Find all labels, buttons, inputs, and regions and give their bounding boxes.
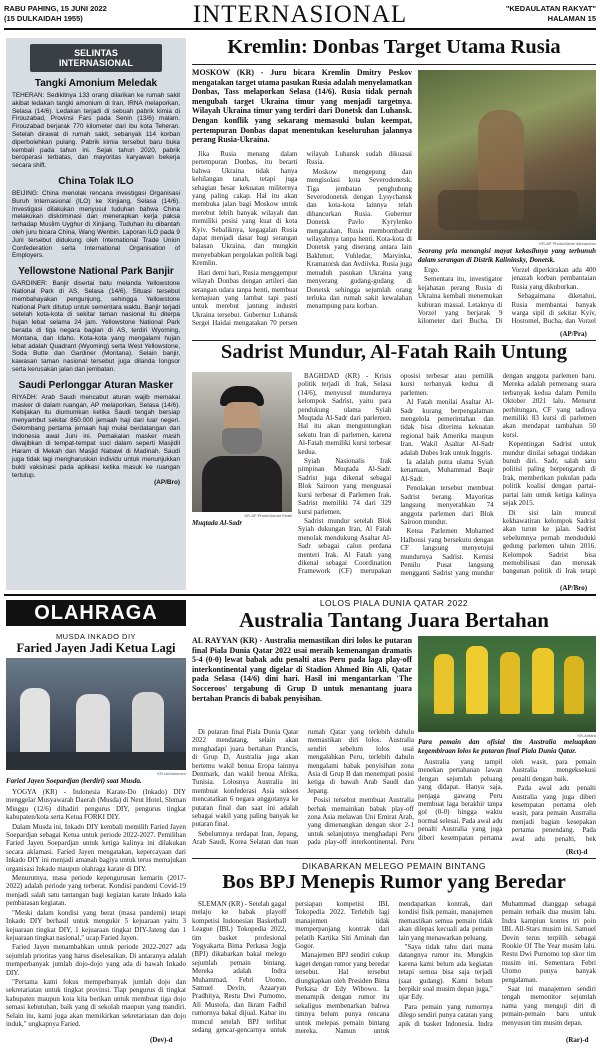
- sadrist-para-2: Syiah Nasionalis Irak pimpinan Muqtada Al-Sadr. Sadrist juga dikenal sebagai Blok Sairoon yang menguasai kursi terbesar di Parlemen Irak. Sadrist memiliki 74 dari 329 kursi parlemen.: [298, 457, 392, 516]
- sadrist-para-8: Kepentingan Sadrist untuk mundur dinilai sebagai tindakan bunuh diri. Sadr, salah satu politisi paling berpengaruh di Irak, memberikan pukulan pada politik koalisi dengan partai-partai lain untuk ketiga kalinya sejak 2015.: [502, 440, 596, 508]
- musda-para-4: "Meski dalam kondisi yang berat (masa pandemi) tetapi Inkado DIY berhasil untuk mengukir 5 kejuaraan yaitu 3 kejuaraan tingkat DIY, 1 kejuaraan tingkat DIY-Jateng dan 1 kejuaraan tingkat nasional," ucap Faried Jayen.: [6, 908, 186, 942]
- sadrist-para-5: Ia adalah putra ulama Syiah kenamaan, Muhammad Baqir Al-Sadr.: [400, 458, 494, 483]
- musda-sign: (Dev)-d: [150, 1036, 173, 1044]
- sadrist-para-6: Penolakan tersebut membuat Sadrist berang. Mayoritas langsung menyerahkan 74 anggota parlemen dari Blok Sairoon mundur.: [400, 484, 494, 526]
- musda-para-2: Dalam Musda ini, Inkado DIY kembali memilih Faried Jayen Soepardjan sebagai Ketua untuk periode 2022-2027. Pemilihan Faried Jayen Soepardjan untuk ketiga kalinya ini dilakukan secara aklamasi. Faried Jayen mengatakan, kepercayaan dari Inkado DIY ini menjadi amanah bagiya untuk terus memajukan organisasi Inkado maupun olahraga karate di DIY.: [6, 822, 186, 873]
- header-date: RABU PAHING, 15 JUNI 2022: [4, 4, 107, 13]
- bpj-body: [192, 900, 596, 1036]
- piala-photo: [418, 636, 596, 732]
- selintas-sign: (AP/Bro): [154, 479, 180, 487]
- sadrist-para-9: Di sisi lain muncul kekhawatiran kelompok Sadrist akan turun ke jalan. Sadrist sebelumnya pernah menduduki gedung parlemen tahun 2016. Kelompok Sadrist bisa memobilisasi dan merusak bangunan politik di Irak tetapi: [502, 508, 596, 576]
- kremlin-body: [192, 150, 412, 328]
- bpj-para-3: "Saya tidak tahu dari mana datangnya rumor itu. Mungkin karena kami belum ada kegiatan tetapi semua bisa saja terjadi (saat gudang). Kami belum berpikir soal musim depan juga," ujar Edy.: [398, 943, 493, 1002]
- piala-para-2: Sebelumnya terdapat Iran, Jepang, Arab Saudi, Korea Selatan dan tuan rumah Qatar yang terlebih dahulu memastikan diri lolos. Australia sendiri sebelum lolos usai mengalahkan Peru, terlebih dahulu mengalami babak penyisihan zona Asia di Grup B dan menempati posisi ketiga di bawah Arab Saudi dan Jepang.: [192, 728, 414, 847]
- kremlin-para-2: Hari demi hari, Rusia menggempur wilayah Donbas dengan artileri dan serangan udara tanpa henti, membuat kemajuan yang lambat tapi pasti untuk merebut jantung industri Ukraina tersebut. Gubernur Luhansk Sergei Haidai mengatakan 70 persen wilayah Luhansk sudah dikuasai Rusia.: [192, 150, 412, 328]
- bpj-para-5: Saat ini manajemen sendiri tengah memonitor sejumlah nama yang menguji diri di pemain-pemain baru untuk menyusun tim musim depan.: [501, 985, 596, 1027]
- sadrist-para-4: Al Fatah menilai Asaltar Al-Sadr kurang berpengalaman mengelola pemerintahan dan tidak bisa diterima kekuatan regional baik Amerika maupun Iran. Wakil Asaltar Al-Sadr adalah Dubes Irak untuk Inggris.: [400, 398, 494, 457]
- musda-para-5: Faried Jayen menambahkan untuk periode 2022-2027 ada sejumlah prioritas yang harus diselesaikan. Di antaranya adalah memperbanyak jumlah dojo-dojo yang ada di bawah Inkado DIY.: [6, 943, 186, 977]
- musda-credit: KR-Ist/dokumen: [157, 771, 186, 776]
- selintas-badge: SELINTAS INTERNASIONAL: [30, 44, 162, 72]
- musda-kicker: MUSDA INKADO DIY: [55, 632, 137, 641]
- piala-para-1: Di putaran final Piala Dunia Qatar 2022 mendatang, selain akan menghadapi juara bertahan Prancis, di Grup D, Australia juga akan bertemu wakil benua Eropa lainnya Denmark, dan wakil benua Afrika, Tunisia. Lolosnya Australia ini membuat konfederasi Asia sukses mencatatkan 6 negara anggotanya ke putaran final dan saat ini adalah sebagai wakil yang paling banyak ke putaran final.: [192, 728, 299, 829]
- piala-body-right: [418, 758, 596, 850]
- selintas-title-4: Saudi Perlonggar Aturan Masker: [18, 379, 174, 391]
- kremlin-right-1: Ergo.: [424, 266, 440, 274]
- musda-body: [6, 788, 186, 1034]
- kremlin-photo: [418, 70, 596, 240]
- piala-body: [192, 728, 414, 850]
- bpj-kicker: DIKABARKAN MELEGO PEMAIN BINTANG: [302, 861, 486, 871]
- kremlin-sign: (AP/Pra): [560, 330, 587, 338]
- header-hijri: (15 DULKAIDAH 1955): [4, 14, 83, 23]
- piala-kicker: LOLOS PIALA DUNIA QATAR 2022: [319, 598, 469, 608]
- sadrist-body-main: [298, 372, 596, 584]
- selintas-body-3: GARDINER: Banjir disertai batu melanda Yellowstone National Park di AS, Selasa (14/6). Situasi tersebut membahayakan pengunjung, sehingga Yellowstone National Park ditutup untuk sementara waktu. Banjir terjadi setelah kota-kota di sekitar taman nasional itu diterpa hujan lebat selama 24 jam. Yellowstone National Park berada di tiga negara bagian di AS, terdiri Wyoming, Montana, dan Idaho. Kota-kota yang mengalami hujan lebat adalah Quadrant (Wyoming) serta West Yellowstone, Soda Butte dan Gardiner (Montana). Selain banjir, kawasan taman nasional tersebut juga dilanda longsor serta kerusakan jalan dan jembatan.: [12, 280, 180, 373]
- piala-sign: (Rct)-d: [566, 848, 588, 856]
- kremlin-headline: Kremlin: Donbas Target Utama Rusia: [227, 36, 561, 58]
- sadrist-caption: Muqtada Al-Sadr: [192, 519, 243, 527]
- kremlin-credit: KR-AP Photo/Alexei Alexandrov: [539, 241, 596, 246]
- kremlin-right-2: Sementara itu, investigator kejahatan perang Rusia di Ukraina kembali menemukan kuburan massal. Letaknya di Vorzel yang berjarak 9 kilometer dari Bucha. Di Vorzel diperkirakan ada 400 jenazah korban pembantaian Rusia yang dikuburkan.: [418, 266, 596, 326]
- kremlin-right-3: Sebagaimana diketahui, Rusia membantai banyak warga sipil di sekitar Kyiv, Hostomel, Bucha, dan Vorzel: [511, 292, 596, 326]
- section-title: INTERNASIONAL: [192, 1, 408, 28]
- kremlin-para-1: Jika Rusia menang dalam pertempuran Donbas, itu berarti bahwa Ukraina tidak hanya kehilangan tanah, tetapi juga sebagian besar kekuatan militernya yang paling cakap. Hal itu akan membuka jalan bagi Moskow untuk merebut lebih banyak wilayah dan memiliki posisi yang kuat di kota Kyiv. Sebaliknya, kegagalan Rusia dapat menjadi dasar bagi serangan balasan Ukraina, dan mungkin menyebabkan pergolakan politik bagi Kremlin.: [192, 150, 298, 268]
- kremlin-right-body: [418, 266, 596, 330]
- kremlin-lead: MOSKOW (KR) - Juru bicara Kremlin Dmitry Peskov mengatakan target utama pasukan Rusia adalah menyelamatkan Donbas, Tass melaporkan Selasa (14/6). Rusia tidak pernah mengubah target Ukraina timur yang menjadi targetnya. Wilayah Ukraina timur yang terdiri dari Donetsk dan Luhansk. Dengan konflik yang sekarang memasuki bulan keempat, pertempuran Donbas dapat menentukan keseluruhan jalannya perang Rusia-Ukraina.: [192, 68, 412, 145]
- sadrist-sign: (AP/Bro): [560, 584, 588, 592]
- piala-para-6: Pada awal adu penalti Australia yang juga diberi kesempatan pertama oleh wasit, para pemain Australia menjadi bagian kesepakan pertama penendang. Pada awal adu penalti, bek: [511, 784, 596, 843]
- selintas-body-1: TEHERAN: Sedikitnya 133 orang dilarikan ke rumah sakit akibat ledakan tangki amonium di Iran, IRNA melaporkan, Selasa (14/6). Ledakan terjadi di sebuah pabrik kimia di Firouzabad, Provinsi Fars pada Senin (13/6) malam. Firouzabad berjarak 770 kilometer dari ibu kota Teheran. Setelah dirawat di rumah sakit, sebanyak 114 korban diperbolehkan pulang. Pabrik kimia tersebut baru buka kembali pada tahun ini. Sejak tahun 2020, pabrik beroperasi terbatas, dan mayoritas karyawan bekerja secara shift.: [12, 92, 180, 170]
- bpj-para-1: SLEMAN (KR) - Setelah gagal melaju ke babak playoff kompetisi Indonesian Basketball League (IBL) Tokopedia 2022, tim basket profesional Yogyakarta Bima Perkasa Jogja (BPJ) dikabarkan bakal melego sejumlah pemain bintang. Mereka adalah Indra Muhammad, Febri Utomo, Samuel Devin, Azaaryan Pradhitya, Restu Dwi Purnomo, Ali Mustofa, dan Ikram Fadhil rumornya bakal dijual. Kabar itu muncul setelah BPJ terlihat sedang gencar-gencarnya untuk persiapan kompetisi IBL Tokopedia 2022. Terlebih lagi manajemen tidak memperpanjang kontrak dari pelatih Kartika Siti Aminah dan Gogor.: [192, 900, 390, 1035]
- sadrist-para-3: Sadrist mundur setelah Blok Syiah dukungan Iran, Al Fatah menolak mendukung Asaltar Al-Sadr sebagai calon perdana menteri Irak. Al Fatah yang dikenal sebagai Coordination Framework (CF) merupakan oposisi terbesar atau pemilik kursi terbanyak kedua di parlemen.: [298, 372, 494, 576]
- selintas-box: [6, 38, 186, 590]
- piala-para-5: Australia yang tampil menekan pertahanan lawan dengan sejumlah peluang yang didapat. Hanya saja, penjaga gawang Peru membuat laga berakhir tanpa gol (0-0) hingga waktu normal selesai. Pada awal adu penalti Australia yang juga diberi kesempatan pertama oleh wasit, para pemain Australia mengeksekusi penalti dengan baik.: [418, 758, 596, 842]
- musda-para-3: Menurutnya, masa periode kepengurusan kemarin (2017-2022) adalah periode yang terberat. Kondisi pandemi Covid-19 menjadi salah satu tantangan bagi kegiatan karate Inkado kala pembatasan kegiatan.: [6, 874, 186, 908]
- header-page: HALAMAN 15: [547, 14, 596, 23]
- bpj-para-2: Manajemen BPJ sendiri cukup kaget dengan rumor yang beredar tersebut. Hal tersebut diungkapkan oleh Presiden Bima Perkasa dr Edy Wibowo. Ia menampik dengan rumor itu sekaligus membenarkan bahwa timnya belum punya rencana untuk melepas pemain bintang mereka. Namun untuk mendapatkan kontrak, dari kondisi fisik pemain, manajemen memastikan semua pemain tidak akan dilepas kecuali ada pemain lain yang menawarkan peluang.: [295, 900, 493, 1036]
- kremlin-para-3: Moskow mengepung dan mengisolasi kota Severodonetsk. Tiga jembatan penghubung Severodonetsk dengan Lysychansk dan kota-kota lainnya telah dihancurkan Rusia. Gubernur Donetsk Pavlo Kyrylenko mengatakan, Rusia membombardir wilayahnya tanpa henti. Kota-kota di Donetsk yang diserang antara lain Bakhmut, Vuhledar, Maryinka, Kramatorsk dan Avdiivka. Rusia juga menuduh pasukan Ukraina yang menyerang gudang-gudang di Donetsk sehingga sejumlah orang terluka dan rumah sakit kewalahan menampung para korban.: [306, 167, 412, 311]
- musda-para-1: YOGYA (KR) - Indonesia Karate-Do (Inkado) DIY menggelar Musyawarah Daerah (Musda) di Neut Hotel, Sleman Minggu (12/6) dihadiri pengurus DIY, pengurus tingkat kabupaten/kota serta Ketua FORKI DIY.: [6, 788, 186, 822]
- sadrist-headline: Sadrist Mundur, Al-Fatah Raih Untung: [220, 341, 568, 363]
- olahraga-banner: OLAHRAGA: [6, 600, 186, 626]
- sadrist-photo: [192, 372, 292, 512]
- piala-headline: Australia Tantang Juara Bertahan: [239, 608, 549, 632]
- header-paper: "KEDAULATAN RAKYAT": [505, 4, 596, 13]
- musda-photo: [6, 658, 186, 770]
- selintas-title-3: Yellowstone National Park Banjir: [18, 266, 174, 278]
- sadrist-para-1: BAGHDAD (KR) - Krisis politik terjadi di Irak, Selasa (14/6), menyusul mundurnya kelompok Sadrist, yaitu para pendukung ulama Syiah Muqtada Al-Sadr dari parlemen. Hal itu akan menguntungkan sekutu Iran di parlemen, karena Al-Fatah memiliki kursi terbesar kedua.: [298, 372, 392, 456]
- bpj-sign: (Rar)-d: [566, 1036, 589, 1044]
- kremlin-caption: Seorang pria menangisi mayat kekasihnya yang terbunuh dalam serangan di Distrik Kalininsky, Donetsk.: [418, 247, 596, 264]
- piala-lead: AL RAYYAN (KR) - Australia memastikan diri lolos ke putaran final Piala Dunia Qatar 2022 usai meraih kemenangan dramatis 5-4 (0-0) lewat babak adu penalti atas Peru pada laga play-off interkontinental yang digelar di Stadion Ahmed Bin Ali, Qatar pada Selasa (14/6) dini hari. Hasil ini mengantarkan 'The Socceroos' tergabung di Grup D untuk menantang juara bertahan Prancis di babak penyisihan.: [192, 636, 412, 703]
- selintas-body-2: BEIJING: China menolak rencana investigasi Organisasi Buruh Internasional (ILO) ke Xinjiang, Selasa (14/6). Investigasi dilakukan menyusul tuduhan bahwa China melakukan diskriminasi dan menerapkan kerja paksa terhadap Muslim Uyghur di Xinjiang. Tuduhan itu dibantah oleh juru bicara China, Wang Wenbin. Laporan ILO pada 9 Juni tersebut didukung oleh International Trade Union Confederation serta International Organisation of Employers.: [12, 189, 180, 260]
- musda-caption: Faried Jayen Soepardjan (berdiri) saat Musda.: [6, 777, 142, 785]
- bpj-headline: Bos BPJ Menepis Rumor yang Beredar: [222, 871, 566, 893]
- sadrist-credit: KR-AP Photo/Anmar Khalil: [244, 513, 292, 518]
- selintas-title-1: Tangki Amonium Meledak: [34, 78, 158, 89]
- sadrist-para-7: Ketua Parlemen Mohamed Halbousi yang bersekutu dengan CF langsung menyetujui mundurnya Sadrist. Kemisi Pemilu Pusat langsung mengganti Sadrist yang mundur dengan anggota parlemen baru. Mereka adalah pemenang suara terbanyak kedua dalam Pemilu Oktober 2021 lalu. Menurut perhitungan, CF yang tadinya memiliki 83 kursi di parlemen akan mendapat tambahan 50 kursi.: [400, 372, 596, 578]
- selintas-body-4: RIYADH: Arab Saudi mencabut aturan wajib memakai masker di dalam ruangan, AP melaporkan, Selasa (14/6). Kebijakan itu diumumkan ketika Saudi tengah bersiap menyambut sekitar 850.000 jemaah haji dari luar negeri. Gelombang pertama jemaah haji mulai berdatangan dari Indonesia awal Juni ini. Pemakaian masker masih diwajibkan di tempat-tempat suci dalam seperti Masjidil Haram di Mekah dan Masjid Nabawi di Madinah. Saudi juga tidak lagi mengharuskan individu untuk menunjukkan bukti vaksinasi pada aplikasi ketika masuk ke ruangan tertutup.: [12, 393, 180, 479]
- bpj-para-4: Para pemain yang rumornya dilego sendiri punya catatan yang apik di basket Indonesia. Indra Muhammad dianggap sebagai pemain terbaik dua musim lalu. Indra kampiun kontes tri poin IBL All-Stars musim ini. Samuel Devin terus terpilih sebagai Rookie Of The Year musim lalu. Restu Dwi Purnomo top skor tim musim ini. Sementara Febri Utomo punya banyak pengalaman.: [398, 900, 596, 1028]
- musda-headline: Faried Jayen Jadi Ketua Lagi: [16, 641, 176, 655]
- piala-para-3: Posisi tersebut membuat Australia berhak memainkan babak play-off zona Asia melawan Uni Emirat Arab, yang dimenangkan dengan skor 2-1 untuk selanjutnya menghadapi Peru pada play-off interkontinental. Peru: [307, 796, 414, 847]
- musda-para-6: "Pertama kami fokus memperbanyak jumlah dojo dan sekretariatan untuk tingkat provinsi. Tiap pengurus di tingkat kabupaten maupun kota kita berikan untuk membuat tiga dojo semasi kebutuhan, baik yang di sekolah maupun yang mandiri. Selain itu, kami juga akan memikirkan sekretariatan dan dojo induk," ungkapnya Faried.: [6, 977, 186, 1028]
- piala-caption: Para pemain dan ofisial tim Australia meluapkan kegembiraan lolos ke putaran final Piala Dunia Qatar.: [418, 738, 596, 755]
- selintas-title-2: China Tolak ILO: [58, 175, 134, 187]
- piala-credit: KR-Antara: [577, 733, 596, 738]
